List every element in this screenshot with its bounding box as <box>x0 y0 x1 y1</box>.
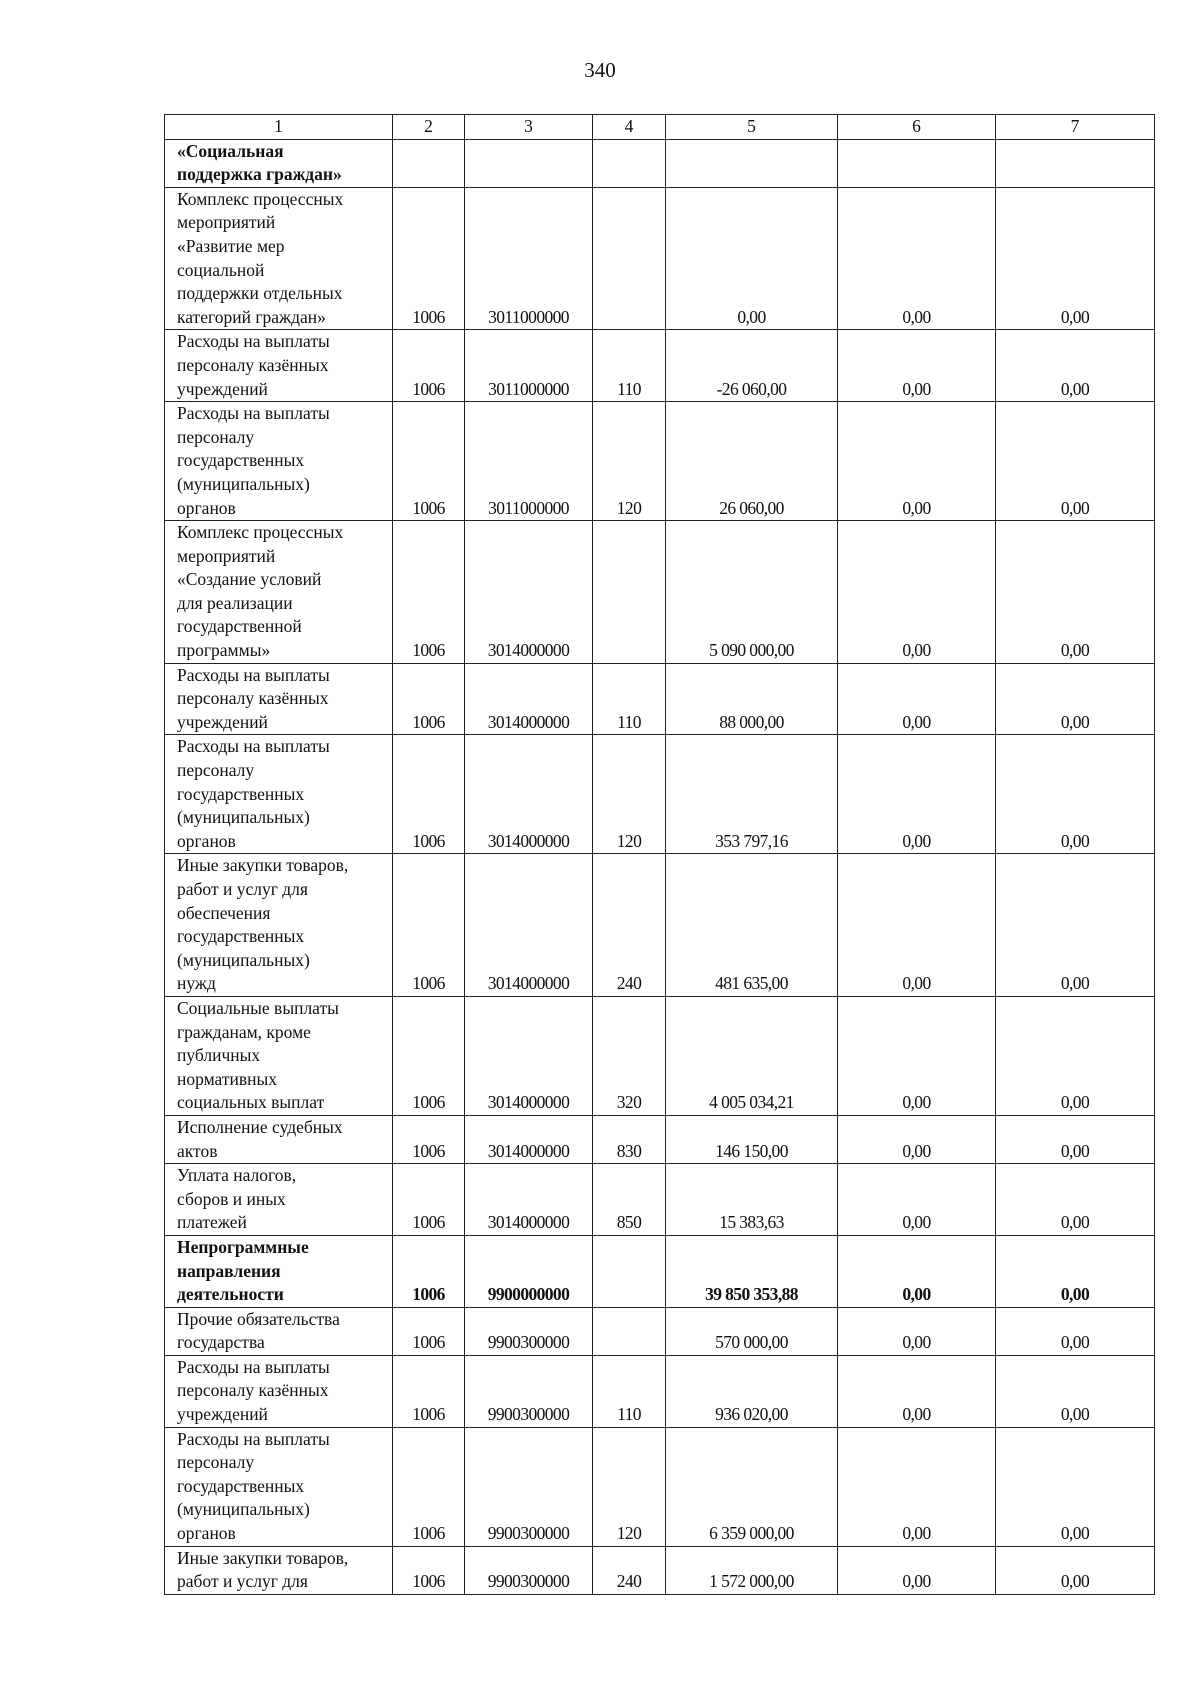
item-name: «Социальная поддержка граждан» <box>165 139 393 187</box>
amount-col7: 0,00 <box>996 187 1155 330</box>
item-name: Расходы на выплаты персоналу государственных (муниципальных) органов <box>165 402 393 521</box>
expense-type-code: 120 <box>593 1427 666 1546</box>
item-name: Уплата налогов, сборов и иных платежей <box>165 1164 393 1236</box>
amount-col5: 353 797,16 <box>666 735 838 854</box>
amount-col6: 0,00 <box>838 1235 996 1307</box>
amount-col7: 0,00 <box>996 663 1155 735</box>
section-code <box>393 139 465 187</box>
amount-col5: 6 359 000,00 <box>666 1427 838 1546</box>
item-name: Расходы на выплаты персоналу казённых учреждений <box>165 1355 393 1427</box>
section-code: 1006 <box>393 735 465 854</box>
expense-type-code: 110 <box>593 1355 666 1427</box>
target-article-code: 3014000000 <box>465 735 593 854</box>
section-code: 1006 <box>393 1235 465 1307</box>
section-code: 1006 <box>393 1427 465 1546</box>
target-article-code: 3014000000 <box>465 1164 593 1236</box>
expense-type-code: 110 <box>593 663 666 735</box>
budget-table <box>164 114 1155 1595</box>
target-article-code: 3014000000 <box>465 996 593 1115</box>
amount-col5: 88 000,00 <box>666 663 838 735</box>
table-body <box>165 139 1155 1594</box>
expense-type-code: 830 <box>593 1115 666 1163</box>
column-header-2: 2 <box>393 115 465 140</box>
amount-col5: 26 060,00 <box>666 402 838 521</box>
amount-col7: 0,00 <box>996 1427 1155 1546</box>
table-row <box>165 663 1155 735</box>
section-code: 1006 <box>393 663 465 735</box>
target-article-code: 9900300000 <box>465 1307 593 1355</box>
section-code: 1006 <box>393 854 465 997</box>
amount-col6: 0,00 <box>838 1546 996 1594</box>
section-code: 1006 <box>393 1164 465 1236</box>
amount-col7: 0,00 <box>996 1546 1155 1594</box>
section-code: 1006 <box>393 1115 465 1163</box>
column-header-3: 3 <box>465 115 593 140</box>
section-code: 1006 <box>393 330 465 402</box>
expense-type-code: 120 <box>593 735 666 854</box>
target-article-code: 3014000000 <box>465 854 593 997</box>
expense-type-code: 320 <box>593 996 666 1115</box>
amount-col6: 0,00 <box>838 1164 996 1236</box>
column-header-6: 6 <box>838 115 996 140</box>
amount-col5: 481 635,00 <box>666 854 838 997</box>
table-row <box>165 1115 1155 1163</box>
item-name: Комплекс процессных мероприятий «Создание условий для реализации государственной программы» <box>165 521 393 664</box>
section-code: 1006 <box>393 521 465 664</box>
section-code: 1006 <box>393 402 465 521</box>
item-name: Комплекс процессных мероприятий «Развитие мер социальной поддержки отдельных категорий граждан» <box>165 187 393 330</box>
amount-col6: 0,00 <box>838 1355 996 1427</box>
expense-type-code <box>593 139 666 187</box>
amount-col5: 570 000,00 <box>666 1307 838 1355</box>
target-article-code: 3014000000 <box>465 521 593 664</box>
target-article-code <box>465 139 593 187</box>
table-row <box>165 735 1155 854</box>
amount-col5: 0,00 <box>666 187 838 330</box>
table-row <box>165 1427 1155 1546</box>
amount-col7: 0,00 <box>996 854 1155 997</box>
target-article-code: 9900300000 <box>465 1546 593 1594</box>
table-row <box>165 187 1155 330</box>
table-row <box>165 1355 1155 1427</box>
amount-col5: 5 090 000,00 <box>666 521 838 664</box>
table-header <box>165 115 1155 140</box>
item-name: Прочие обязательства государства <box>165 1307 393 1355</box>
table-row <box>165 521 1155 664</box>
amount-col7: 0,00 <box>996 1235 1155 1307</box>
amount-col7: 0,00 <box>996 1164 1155 1236</box>
target-article-code: 3011000000 <box>465 187 593 330</box>
table-row <box>165 402 1155 521</box>
target-article-code: 3011000000 <box>465 330 593 402</box>
item-name: Расходы на выплаты персоналу государственных (муниципальных) органов <box>165 1427 393 1546</box>
amount-col5: 15 383,63 <box>666 1164 838 1236</box>
amount-col7: 0,00 <box>996 330 1155 402</box>
amount-col5: 146 150,00 <box>666 1115 838 1163</box>
column-header-4: 4 <box>593 115 666 140</box>
amount-col7: 0,00 <box>996 1307 1155 1355</box>
amount-col6: 0,00 <box>838 735 996 854</box>
table-row <box>165 1164 1155 1236</box>
amount-col6: 0,00 <box>838 663 996 735</box>
table-row <box>165 1546 1155 1594</box>
section-code: 1006 <box>393 1307 465 1355</box>
amount-col5: 1 572 000,00 <box>666 1546 838 1594</box>
amount-col7 <box>996 139 1155 187</box>
amount-col5: -26 060,00 <box>666 330 838 402</box>
amount-col7: 0,00 <box>996 402 1155 521</box>
table-row <box>165 330 1155 402</box>
amount-col6: 0,00 <box>838 996 996 1115</box>
expense-type-code: 240 <box>593 854 666 997</box>
amount-col6: 0,00 <box>838 402 996 521</box>
column-header-7: 7 <box>996 115 1155 140</box>
expense-type-code <box>593 521 666 664</box>
section-code: 1006 <box>393 187 465 330</box>
table-row <box>165 854 1155 997</box>
amount-col5: 39 850 353,88 <box>666 1235 838 1307</box>
item-name: Иные закупки товаров, работ и услуг для обеспечения государственных (муниципальных) нужд <box>165 854 393 997</box>
amount-col5: 4 005 034,21 <box>666 996 838 1115</box>
expense-type-code <box>593 187 666 330</box>
amount-col7: 0,00 <box>996 996 1155 1115</box>
amount-col5 <box>666 139 838 187</box>
item-name: Непрограммные направления деятельности <box>165 1235 393 1307</box>
item-name: Социальные выплаты гражданам, кроме публичных нормативных социальных выплат <box>165 996 393 1115</box>
amount-col6: 0,00 <box>838 187 996 330</box>
section-code: 1006 <box>393 996 465 1115</box>
table-row <box>165 1307 1155 1355</box>
item-name: Расходы на выплаты персоналу казённых учреждений <box>165 330 393 402</box>
target-article-code: 3014000000 <box>465 1115 593 1163</box>
header-row <box>165 115 1155 140</box>
item-name: Расходы на выплаты персоналу казённых учреждений <box>165 663 393 735</box>
section-code: 1006 <box>393 1355 465 1427</box>
target-article-code: 3014000000 <box>465 663 593 735</box>
table-row <box>165 996 1155 1115</box>
amount-col7: 0,00 <box>996 735 1155 854</box>
item-name: Исполнение судебных актов <box>165 1115 393 1163</box>
expense-type-code <box>593 1235 666 1307</box>
amount-col7: 0,00 <box>996 521 1155 664</box>
amount-col7: 0,00 <box>996 1115 1155 1163</box>
column-header-5: 5 <box>666 115 838 140</box>
expense-type-code: 110 <box>593 330 666 402</box>
amount-col6: 0,00 <box>838 521 996 664</box>
target-article-code: 9900000000 <box>465 1235 593 1307</box>
expense-type-code: 850 <box>593 1164 666 1236</box>
target-article-code: 3011000000 <box>465 402 593 521</box>
table-row <box>165 1235 1155 1307</box>
item-name: Иные закупки товаров, работ и услуг для <box>165 1546 393 1594</box>
item-name: Расходы на выплаты персоналу государственных (муниципальных) органов <box>165 735 393 854</box>
column-header-1: 1 <box>165 115 393 140</box>
amount-col6: 0,00 <box>838 330 996 402</box>
amount-col6: 0,00 <box>838 1115 996 1163</box>
amount-col7: 0,00 <box>996 1355 1155 1427</box>
target-article-code: 9900300000 <box>465 1355 593 1427</box>
amount-col5: 936 020,00 <box>666 1355 838 1427</box>
amount-col6: 0,00 <box>838 1427 996 1546</box>
amount-col6 <box>838 139 996 187</box>
section-code: 1006 <box>393 1546 465 1594</box>
expense-type-code <box>593 1307 666 1355</box>
table-row <box>165 139 1155 187</box>
amount-col6: 0,00 <box>838 1307 996 1355</box>
amount-col6: 0,00 <box>838 854 996 997</box>
target-article-code: 9900300000 <box>465 1427 593 1546</box>
expense-type-code: 120 <box>593 402 666 521</box>
expense-type-code: 240 <box>593 1546 666 1594</box>
page-number: 340 <box>584 58 616 82</box>
